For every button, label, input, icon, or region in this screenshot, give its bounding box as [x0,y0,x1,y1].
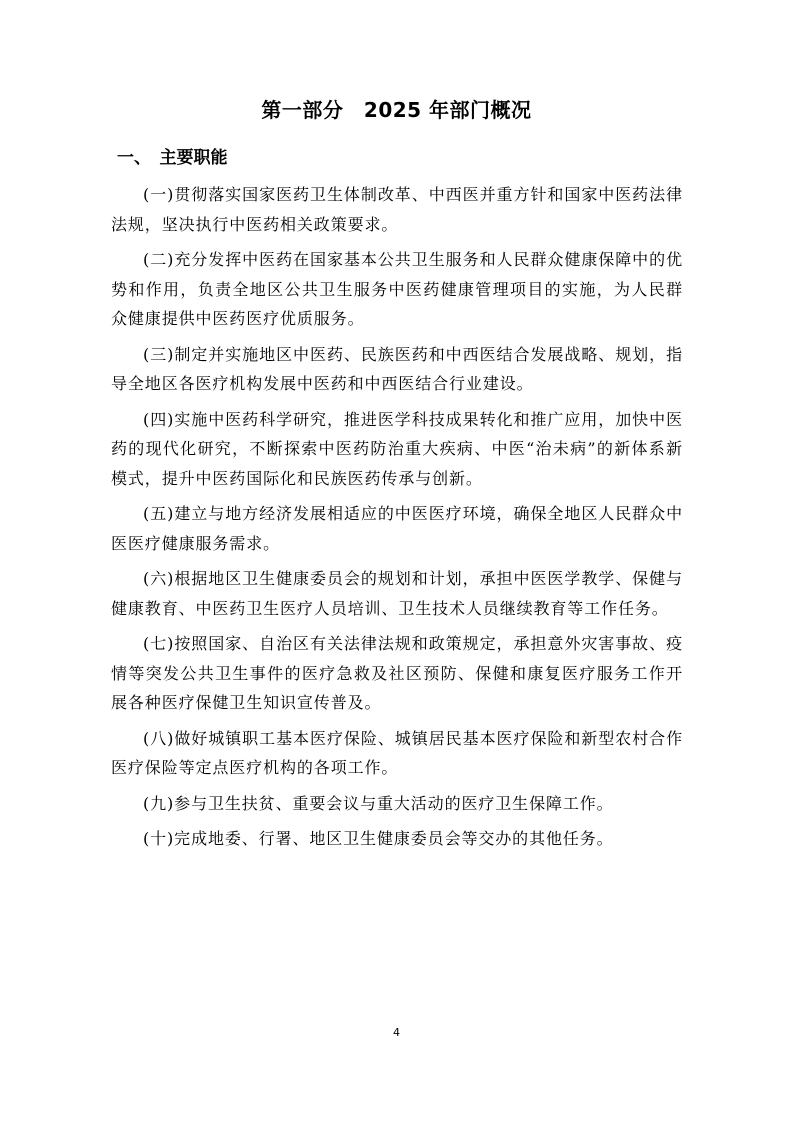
paragraph-7: (七)按照国家、自治区有关法律法规和政策规定，承担意外灾害事故、疫情等突发公共卫生事件的医疗急救及社区预防、保健和康复医疗服务工作开展各种医疗保健卫生知识宣传普及。 [111,634,683,712]
paragraph-5: (五)建立与地方经济发展相适应的中医医疗环境，确保全地区人民群众中医医疗健康服务需求。 [111,504,683,553]
paragraph-3: (三)制定并实施地区中医药、民族医药和中西医结合发展战略、规划，指导全地区各医疗机构发展中医药和中西医结合行业建设。 [111,344,683,393]
paragraph-8: (八)做好城镇职工基本医疗保险、城镇居民基本医疗保险和新型农村合作医疗保险等定点医疗机构的各项工作。 [111,728,683,777]
page-title: 第一部分 2025 年部门概况 [261,98,532,122]
paragraph-1: (一)贯彻落实国家医药卫生体制改革、中西医并重方针和国家中医药法律法规，坚决执行中医药相关政策要求。 [111,185,683,234]
document-body [111,180,683,860]
paragraph-6: (六)根据地区卫生健康委员会的规划和计划，承担中医医学教学、保健与健康教育、中医药卫生医疗人员培训、卫生技术人员继续教育等工作任务。 [111,569,683,618]
paragraph-10: (十)完成地委、行署、地区卫生健康委员会等交办的其他任务。 [143,829,614,848]
paragraph-9: (九)参与卫生扶贫、重要会议与重大活动的医疗卫生保障工作。 [143,793,614,813]
paragraph-2: (二)充分发挥中医药在国家基本公共卫生服务和人民群众健康保障中的优势和作用，负责全地区公共卫生服务中医药健康管理项目的实施，为人民群众健康提供中医药医疗优质服务。 [111,250,683,328]
paragraph-4: (四)实施中医药科学研究，推进医学科技成果转化和推广应用，加快中医药的现代化研究，不断探索中医药防治重大疾病、中医“治未病”的新体系新模式，提升中医药国际化和民族医药传承与创新。 [111,409,683,488]
section-heading: 一、 主要职能 [117,148,228,168]
page-number: 4 [393,1026,400,1039]
